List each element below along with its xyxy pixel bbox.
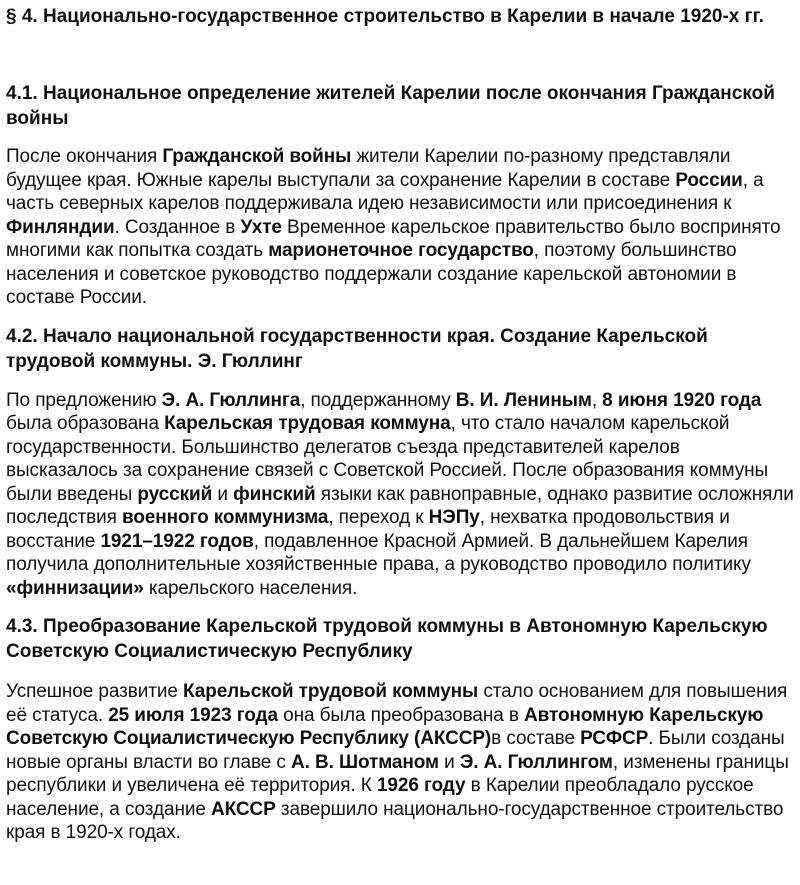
bold-term: РСФСР <box>580 728 649 749</box>
section-paragraph-4-2 <box>6 389 794 601</box>
text-run: , поэтому большинство населения и советское руководство поддержали создание карельской автономии в составе России. <box>6 240 737 308</box>
text-run: карельского населения. <box>143 577 358 599</box>
text-run: , поддержанному <box>300 389 456 411</box>
text-run: , переход к <box>328 507 429 528</box>
text-run: По предложению <box>6 389 162 411</box>
bold-term: 25 июля 1923 года <box>108 704 278 726</box>
bold-term: 1921–1922 годов <box>100 530 254 552</box>
text-run: , что стало началом карельской государственности. Большинство делегатов съезда представителей карелов высказалось за сохранение связей с Советской Россией. После образования коммуны были введены <box>6 413 769 505</box>
bold-term: России <box>675 169 743 191</box>
text-run: жители Карелии по-разному представляли будущее края. Южные карелы выступали за сохранение Карелии в составе <box>6 146 731 191</box>
bold-term: Э. А. Гюллингом <box>459 751 613 773</box>
text-run: она была преобразована в <box>277 704 525 726</box>
section-heading-4-3: 4.3. Преобразование Карельской трудовой коммуны в Автономную Карельскую Советскую Социалистическую Республику <box>6 616 768 662</box>
bold-term: Э. А. Гюллинга <box>161 389 301 411</box>
bold-term: финский <box>233 483 316 505</box>
section-heading-4-1: 4.1. Национальное определение жителей Карелии после окончания Гражданской войны <box>6 83 775 129</box>
text-run: и <box>438 751 460 773</box>
bold-term: Гражданской войны <box>162 146 352 167</box>
bold-term: Карельской трудовой коммуны <box>183 681 479 702</box>
bold-term: В. И. Лениным <box>455 389 592 411</box>
bold-term: Ухте <box>240 216 282 238</box>
text-run: , подавленное Красной Армией. В дальнейшем Карелия получила дополнительные хозяйственные права, а руководство проводило политику <box>6 530 751 575</box>
bold-term: 8 июня 1920 года <box>602 389 762 411</box>
bold-term: АКССР <box>211 798 276 820</box>
text-run: После окончания <box>6 146 163 167</box>
bold-term: НЭПу <box>428 507 480 528</box>
text-run: , а часть северных карелов поддерживала идею независимости или присоединения к <box>6 169 764 214</box>
text-run: Временное карельское правительство было воспринято многими как попытка создать <box>6 216 781 261</box>
bold-term: 1926 году <box>376 775 466 796</box>
bold-term: А. В. Шотманом <box>291 751 439 773</box>
text-run: в Карелии преобладало русское население, а создание <box>6 775 754 820</box>
text-run: , нехватка продовольствия и восстание <box>6 507 730 552</box>
bold-term: «финнизации» <box>6 577 144 599</box>
bold-term: марионеточное государство <box>268 240 534 261</box>
text-run: . Были созданы новые органы власти во главе с <box>6 728 785 773</box>
bold-term: Карельская трудовая коммуна <box>164 413 451 434</box>
text-run: , изменены границы республики и увеличена её территория. К <box>6 751 789 796</box>
bold-term: Финляндии <box>6 216 115 238</box>
bold-term: Автономную Карельскую Советскую Социалистическую Республику (АКССР) <box>6 704 764 749</box>
text-run: стало основанием для повышения её статуса. <box>6 681 788 726</box>
document-title: § 4. Национально-государственное строительство в Карелии в начале 1920-х гг. <box>6 6 764 27</box>
text-run: языки как равноправные, однако развитие осложняли последствия <box>6 483 794 528</box>
text-run: , <box>591 389 603 411</box>
text-run: и <box>212 483 234 505</box>
text-run: в составе <box>491 728 581 749</box>
section-paragraph-4-1 <box>6 145 794 310</box>
bold-term: русский <box>137 483 213 505</box>
text-run: Успешное развитие <box>6 681 184 702</box>
bold-term: военного коммунизма <box>121 507 329 528</box>
section-heading-4-2: 4.2. Начало национальной государственности края. Создание Карельской трудовой коммуны. Э. Гюллинг <box>6 325 708 372</box>
text-run: завершило национально-государственное строительство края в 1920-х годах. <box>6 798 784 843</box>
text-run: . Созданное в <box>114 216 241 238</box>
section-paragraph-4-3 <box>6 680 794 845</box>
text-run: была образована <box>6 413 165 434</box>
